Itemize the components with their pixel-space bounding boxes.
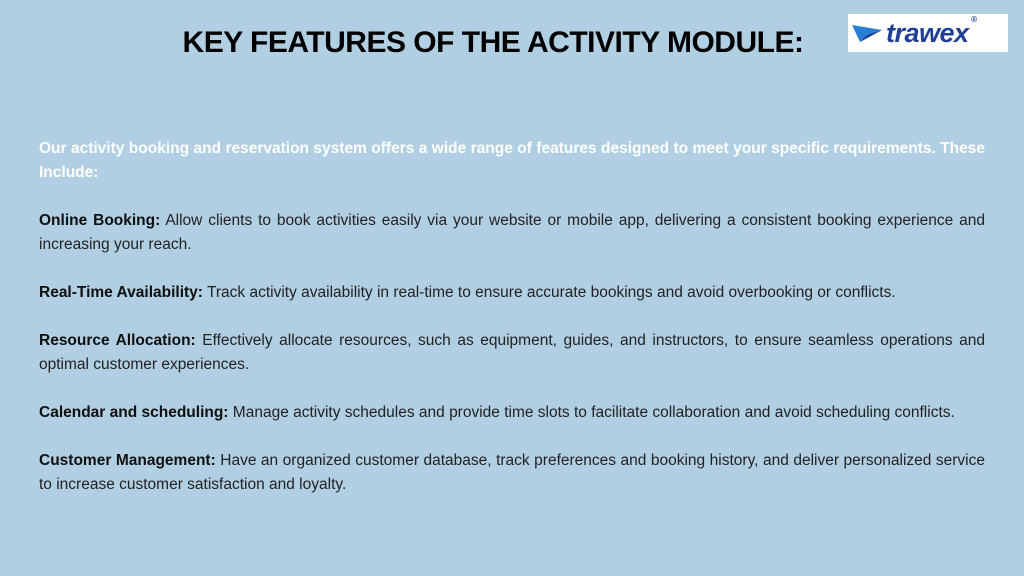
feature-text: Effectively allocate resources, such as equipment, guides, and instructors, to ensure seamless operations and optimal customer experiences. (39, 332, 985, 373)
trawex-logo (848, 14, 1008, 52)
feature-customer-management (39, 449, 985, 497)
feature-calendar-scheduling (39, 401, 985, 425)
feature-label: Customer Management: (39, 452, 216, 469)
feature-online-booking (39, 209, 985, 257)
arrow-logo-icon (852, 22, 882, 44)
page-title: KEY FEATURES OF THE ACTIVITY MODULE: (182, 26, 804, 59)
feature-label: Calendar and scheduling: (39, 404, 229, 421)
logo-wordmark: trawex ® (886, 14, 977, 48)
feature-text: Allow clients to book activities easily via your website or mobile app, delivering a consistent booking experience and increasing your reach. (39, 212, 986, 253)
feature-label: Online Booking: (39, 212, 161, 229)
feature-label: Real-Time Availability: (39, 284, 203, 301)
feature-text: Manage activity schedules and provide time slots to facilitate collaboration and avoid scheduling conflicts. (232, 404, 955, 421)
feature-text: Track activity availability in real-time to ensure accurate bookings and avoid overbooking or conflicts. (207, 284, 896, 301)
feature-label: Resource Allocation: (39, 332, 196, 349)
intro-paragraph: Our activity booking and reservation system offers a wide range of features designed to meet your specific requirements. These Include: (39, 140, 985, 181)
feature-text: Have an organized customer database, track preferences and booking history, and deliver personalized service to increase customer satisfaction and loyalty. (39, 452, 985, 493)
feature-real-time-availability (39, 281, 985, 305)
feature-resource-allocation (39, 329, 985, 377)
features-content (39, 137, 985, 521)
